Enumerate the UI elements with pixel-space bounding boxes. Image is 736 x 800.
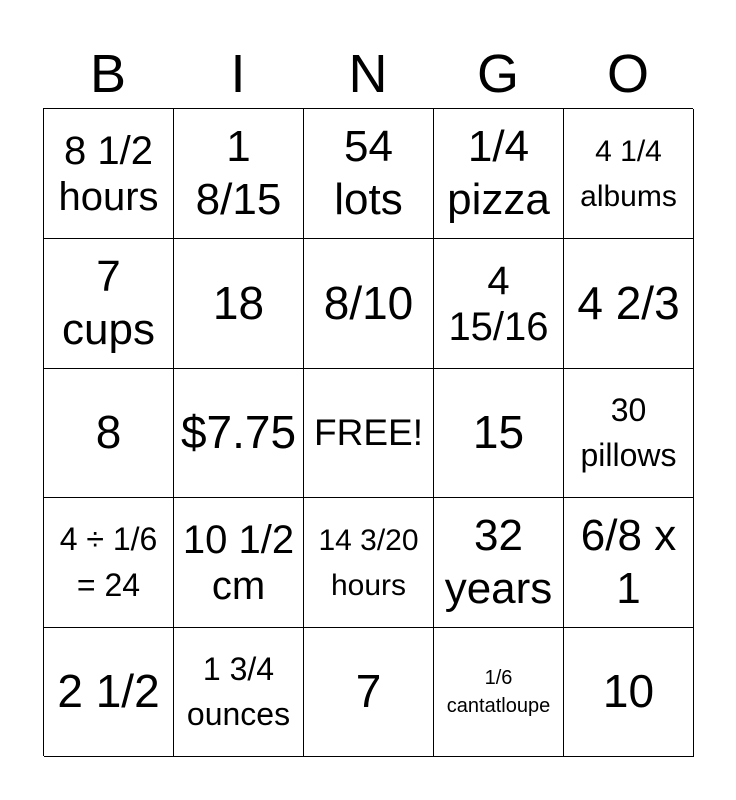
bingo-cell-text: 32 years [444, 510, 553, 613]
bingo-cell[interactable] [304, 498, 434, 628]
bingo-cell[interactable] [304, 239, 434, 369]
bingo-cell-text: 2 1/2 [57, 665, 160, 718]
bingo-cell[interactable] [304, 628, 434, 757]
header-letter-n: N [348, 44, 388, 104]
bingo-cell-text: 8/10 [323, 276, 414, 329]
bingo-cell[interactable] [564, 628, 694, 757]
bingo-cell-text: $7.75 [180, 406, 297, 459]
bingo-cell[interactable] [434, 498, 564, 628]
bingo-cell[interactable] [564, 239, 694, 369]
bingo-cell[interactable] [44, 628, 174, 757]
bingo-cell[interactable] [44, 369, 174, 498]
bingo-cell-text: 7 cups [62, 251, 155, 354]
bingo-cell-text: 14 3/20 hours [318, 523, 419, 602]
header-letter-b: B [89, 44, 127, 104]
header-letter-i: I [230, 44, 246, 104]
bingo-cell[interactable] [174, 498, 304, 628]
free-space-label: FREE! [314, 412, 423, 454]
bingo-cell[interactable] [174, 109, 304, 239]
bingo-cell-text: 30 pillows [580, 391, 677, 473]
bingo-cell[interactable] [174, 239, 304, 369]
free-space[interactable] [304, 369, 434, 498]
header-letter-o: O [606, 44, 649, 104]
bingo-cell-text: 4 1/4 albums [580, 134, 677, 213]
bingo-cell[interactable] [44, 498, 174, 628]
bingo-cell-text: 1/6 cantatloupe [446, 667, 551, 717]
bingo-cell[interactable] [304, 109, 434, 239]
bingo-cell[interactable] [564, 498, 694, 628]
bingo-cell-text: 18 [212, 276, 265, 329]
bingo-cell-text: 1 8/15 [195, 121, 282, 224]
bingo-cell-text: 1 3/4 ounces [186, 650, 291, 732]
header-letter-g: G [476, 44, 519, 104]
bingo-cell[interactable] [434, 369, 564, 498]
bingo-cell-text: 10 [602, 665, 655, 718]
bingo-cell[interactable] [174, 369, 304, 498]
bingo-cell-text: 10 1/2 cm [182, 517, 295, 608]
bingo-cell-text: 6/8 x 1 [580, 510, 677, 613]
bingo-cell-text: 1/4 pizza [447, 121, 550, 224]
bingo-card-grid [43, 108, 693, 756]
bingo-cell-text: 4 ÷ 1/6 = 24 [59, 521, 158, 603]
bingo-cell-text: 8 [95, 406, 122, 459]
bingo-cell-text: 8 1/2 hours [58, 128, 159, 219]
bingo-cell[interactable] [174, 628, 304, 757]
bingo-cell-text: 4 15/16 [448, 258, 549, 349]
bingo-header [43, 40, 693, 108]
bingo-cell-text: 4 2/3 [577, 276, 680, 329]
bingo-cell[interactable] [434, 109, 564, 239]
bingo-cell[interactable] [564, 109, 694, 239]
bingo-cell-text: 7 [355, 665, 382, 718]
bingo-cell[interactable] [434, 628, 564, 757]
bingo-cell[interactable] [44, 109, 174, 239]
bingo-cell-text: 15 [472, 406, 525, 459]
bingo-cell[interactable] [564, 369, 694, 498]
bingo-cell[interactable] [434, 239, 564, 369]
bingo-cell[interactable] [44, 239, 174, 369]
bingo-cell-text: 54 lots [334, 121, 403, 224]
